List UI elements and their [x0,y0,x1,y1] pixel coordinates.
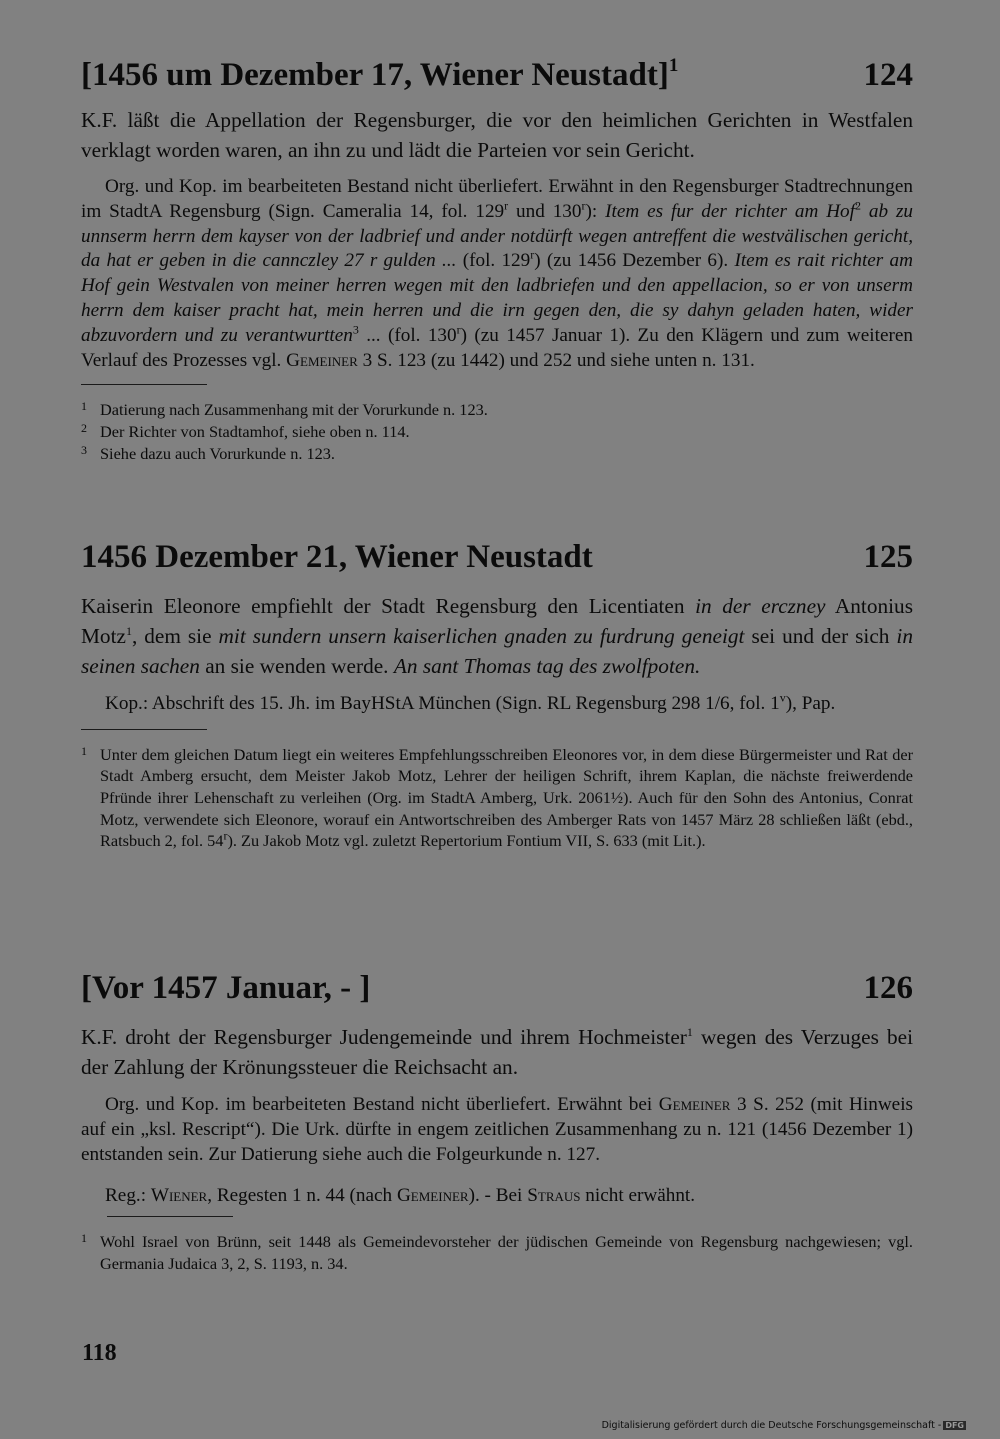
footnote-divider [81,384,207,385]
footnotes [81,744,913,852]
entry-title: 1456 Dezember 21, Wiener Neustadt [81,539,593,575]
entry-124 [81,53,913,464]
footnote-ref: 1 [668,55,679,76]
entry-tradition-note: Org. und Kop. im bearbeiteten Bestand nicht überliefert. Erwähnt in den Regensburger Stadtrechnungen im StadtA Regensburg (Sign. Cameralia 14, fol. 129$^r$ und 130$^r$): Item es fur der richter am Hof$^2$ ab zu unnserm herrn dem kayser von der ladbrief und ander notdürft wegen antreffent die westvälischen gericht, da hat er geben in die cannczley 27 r gulden ... (fol. 129$^r$) (zu 1456 Dezember 6). Item es rait richter am Hof gein Westvalen von meiner herren wegen mit den ladbriefen und den appellacion, so er von unserm herrn dem kaiser pracht hat, mein herren und die irn gegen den, die sy dahyn geladen haten, wider abzuvordern und zu verantwurtten$^3$ ... (fol. 130$^r$) (zu 1457 Januar 1). Zu den Klägern und zum weiteren Verlauf des Prozesses vgl. Gemeiner 3 S. 123 (zu 1442) und 252 und siehe unten n. 131. [81,176,914,371]
entry-number: 126 [863,970,913,1006]
footnote: 2 Der Richter von Stadtamhof, siehe oben n. 114. [81,420,410,441]
footnote: 1 Wohl Israel von Brünn, seit 1448 als Gemeindevorsteher der jüdischen Gemeinde von Regensburg nachgewiesen; vgl. Germania Judaica 3, 2, S. 1193, n. 34. [81,1231,913,1273]
entry-title: [Vor 1457 Januar, - ] [81,970,371,1006]
entry-number: 125 [863,539,913,575]
entry-tradition-note: Org. und Kop. im bearbeiteten Bestand nicht überliefert. Erwähnt bei Gemeiner 3 S. 252 (mit Hinweis auf ein „ksl. Rescript“). Die Urk. dürfte in engem zeitlichen Zusammenhang zu n. 121 (1456 Dezember 1) entstanden sein. Zur Datierung siehe auch die Folgeurkunde n. 127. [81,1094,913,1165]
entry-126 [81,966,913,1275]
footnote: 3 Siehe dazu auch Vorurkunde n. 123. [81,442,335,463]
entry-125 [81,535,913,852]
entry-summary: K.F. droht der Regensburger Judengemeinde und ihrem Hochmeister$^1$ wegen des Verzuges bei der Zahlung der Krönungssteuer die Reichsacht an. [81,1024,913,1079]
page-number: 118 [82,1340,117,1366]
entry-regest-note: Reg.: Wiener, Regesten 1 n. 44 (nach Gemeiner). - Bei Straus nicht erwähnt. [105,1185,696,1207]
entry-summary: K.F. läßt die Appellation der Regensburger, die vor den heimlichen Gerichten in Westfalen verklagt worden waren, an ihn zu und lädt die Parteien vor sein Gericht. [81,108,913,162]
dfg-logo: DFG [945,1421,964,1430]
footnotes [81,399,913,464]
digitization-credit: Digitalisierung gefördert durch die Deutsche Forschungsgemeinschaft - DFG [601,1420,964,1431]
footnote-divider [107,1216,233,1217]
entry-number: 124 [863,57,913,93]
entry-summary: Kaiserin Eleonore empfiehlt der Stadt Regensburg den Licentiaten in der erczney Antonius Motz$^1$, dem sie mit sundern unsern kaiserlichen gnaden zu furdrung geneigt sei und der sich in seinen sachen an sie wenden werde. An sant Thomas tag des zwolfpoten. [81,594,913,678]
entry-tradition-note: Kop.: Abschrift des 15. Jh. im BayHStA München (Sign. RL Regensburg 298 1/6, fol. 1$^v$), Pap. [105,690,836,714]
entry-title: [1456 um Dezember 17, Wiener Neustadt]$^1$ [81,55,679,93]
footnote: 1 Datierung nach Zusammenhang mit der Vorurkunde n. 123. [81,399,488,420]
footnote: 1 Unter dem gleichen Datum liegt ein weiteres Empfehlungsschreiben Eleonores vor, in dem diese Bürgermeister und Rat der Stadt Amberg ersucht, dem Meister Jakob Motz, Lehrer der heiligen Schrift, ihrem Kaplan, die nächste freiwerdende Pfründe ihrer Lehenschaft zu verleihen (Org. im StadtA Amberg, Urk. 2061½). Auch für den Sohn des Antonius, Conrat Motz, verwendete sich Eleonore, worauf ein Antwortschreiben des Amberger Rats von 1457 März 28 schließen läßt (ebd., Ratsbuch 2, fol. 54$^r$). Zu Jakob Motz vgl. zuletzt Repertorium Fontium VII, S. 633 (mit Lit.). [81,743,913,851]
footnote-divider [81,729,207,730]
entry-heading [81,966,913,1010]
entry-heading [81,535,913,579]
entry-heading [81,53,913,97]
footnotes [81,1231,913,1274]
